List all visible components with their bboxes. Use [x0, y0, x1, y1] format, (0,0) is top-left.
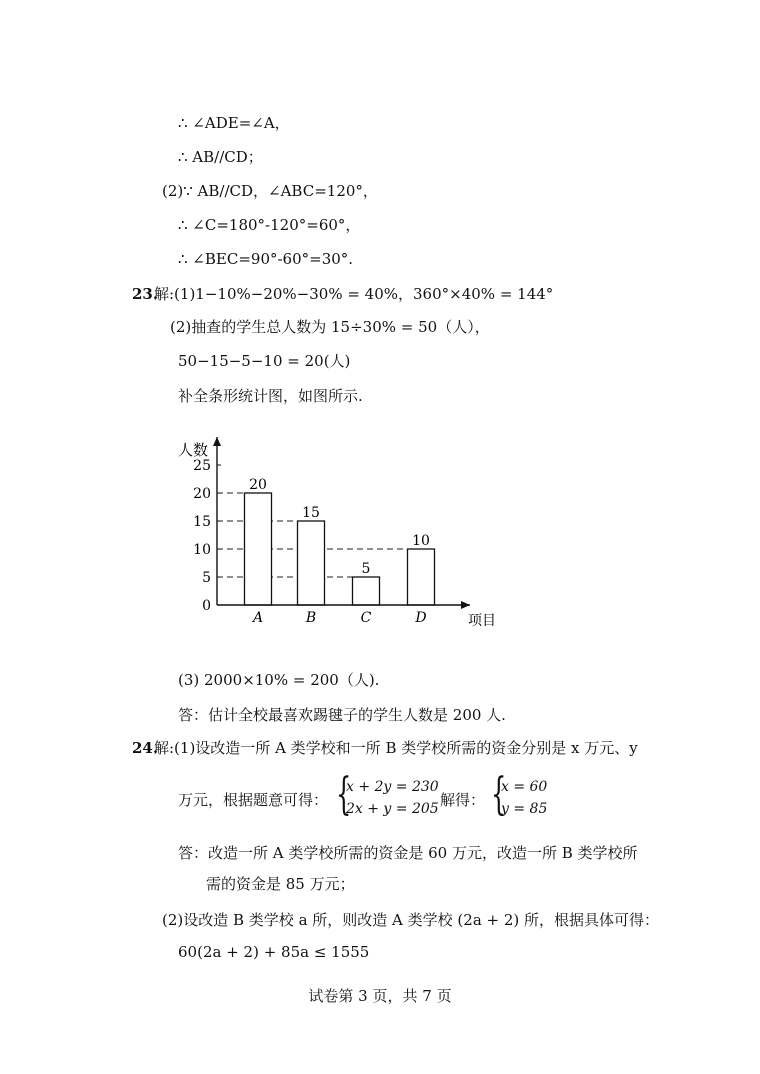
x-tick-D: D: [415, 610, 427, 626]
q24-equation-1: x + 2y = 230: [346, 779, 439, 795]
bar-D: [408, 549, 435, 605]
line-part2-given: (2)∵ AB//CD，∠ABC=120°，: [162, 182, 378, 200]
q24-system-brace: {: [336, 769, 352, 820]
question-24-number: 24.: [132, 739, 159, 757]
q23-part3: (3) 2000×10% = 200（人).: [178, 671, 380, 689]
q24-answer-line1: 答：改造一所 A 类学校所需的资金是 60 万元，改造一所 B 类学校所: [178, 844, 638, 862]
x-tick-B: B: [305, 610, 317, 626]
q24-answer-line2: 需的资金是 85 万元；: [206, 875, 355, 893]
y-tick-0: 0: [202, 598, 211, 614]
line-angle-c: ∴ ∠C=180°-120°=60°，: [178, 216, 361, 234]
q24-part2: (2)设改造 B 类学校 a 所，则改造 A 类学校 (2a + 2) 所，根据具体可得：: [162, 911, 660, 929]
q24-setup: 万元，根据题意可得：: [178, 791, 329, 809]
x-tick-C: C: [360, 610, 372, 626]
bar-B: [298, 521, 325, 605]
y-tick-25: 25: [193, 458, 211, 474]
y-tick-5: 5: [202, 570, 211, 586]
y-axis-arrow: [213, 437, 221, 446]
q23-answer: 答：估计全校最喜欢踢毽子的学生人数是 200 人.: [178, 706, 506, 724]
y-tick-10: 10: [193, 542, 211, 558]
line-angle-bec: ∴ ∠BEC=90°-60°=30°.: [178, 250, 354, 268]
data-label-D: 10: [412, 533, 430, 549]
data-label-C: 5: [361, 561, 371, 577]
line-ade: ∴ ∠ADE=∠A，: [178, 114, 290, 132]
q24-solution-1: x = 60: [501, 779, 548, 795]
bar-chart: [170, 425, 510, 635]
q24-solution-2: y = 85: [501, 801, 548, 817]
q23-part2: (2)抽查的学生总人数为 15÷30% = 50（人），: [170, 318, 490, 336]
data-label-A: 20: [249, 477, 267, 493]
page-footer: 试卷第 3 页，共 7 页: [308, 987, 452, 1005]
q23-part1: 解:(1)1−10%−20%−30% = 40%，360°×40% = 144°: [154, 285, 554, 303]
x-tick-A: A: [252, 610, 264, 626]
q23-complete-chart: 补全条形统计图，如图所示.: [178, 387, 363, 405]
y-axis-label: 人数: [178, 441, 209, 459]
y-tick-15: 15: [193, 514, 211, 530]
bar-C: [353, 577, 380, 605]
x-axis-label: 项目: [468, 613, 496, 629]
q24-solution-brace: {: [491, 769, 507, 820]
y-tick-20: 20: [193, 486, 211, 502]
question-23-number: 23.: [132, 285, 159, 303]
bar-A: [245, 493, 272, 605]
q24-part1: 解:(1)设改造一所 A 类学校和一所 B 类学校所需的资金分别是 x 万元、y: [154, 739, 638, 757]
q24-equation-2: 2x + y = 205: [346, 801, 439, 817]
q24-solve-label: 解得：: [440, 791, 486, 809]
q24-inequality: 60(2a + 2) + 85a ≤ 1555: [178, 943, 370, 961]
q23-part2-calc: 50−15−5−10 = 20(人): [178, 352, 351, 370]
x-axis-arrow: [461, 601, 470, 609]
data-label-B: 15: [302, 505, 320, 521]
line-ab-parallel: ∴ AB//CD；: [178, 148, 263, 166]
